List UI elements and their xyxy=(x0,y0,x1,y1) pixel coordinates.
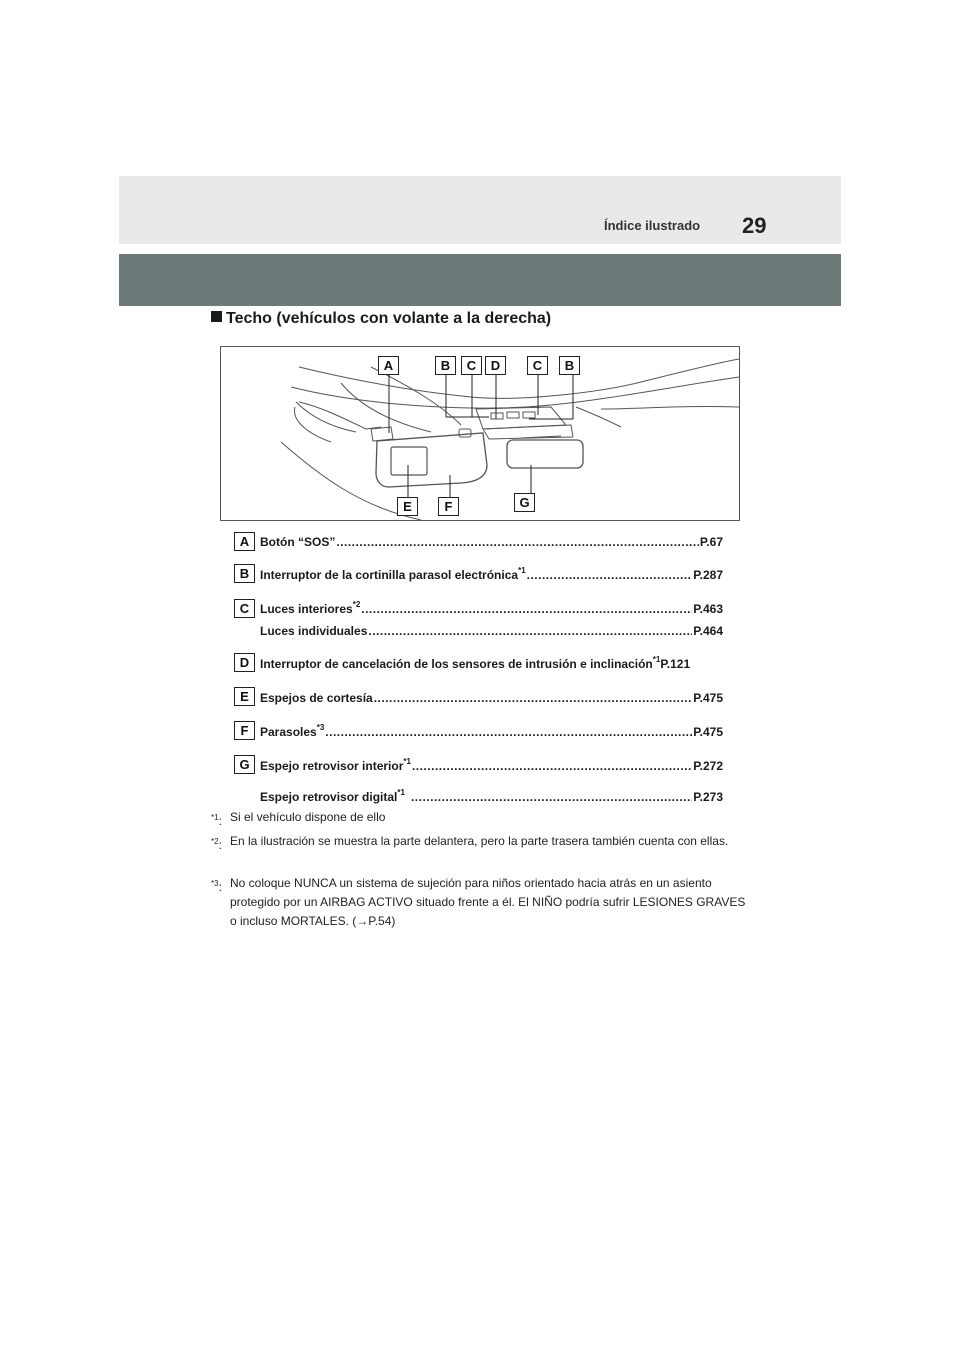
footnote-mark: *1 xyxy=(211,813,219,822)
legend-entry xyxy=(260,788,723,804)
footnote-text: Si el vehículo dispone de ello xyxy=(230,810,386,824)
callout-b: B xyxy=(435,356,456,375)
leader-dots xyxy=(325,725,692,739)
entry-label: Espejo retrovisor interior xyxy=(260,759,404,773)
square-bullet-icon xyxy=(211,311,222,322)
leader-dots xyxy=(374,691,692,705)
legend-key: B xyxy=(234,564,255,583)
callout-f: F xyxy=(438,497,459,516)
page-ref[interactable]: P.272 xyxy=(693,759,723,773)
header-dark-band xyxy=(119,254,841,306)
legend-entry xyxy=(260,723,723,739)
legend-entry xyxy=(260,689,723,705)
section-heading xyxy=(211,310,551,328)
footnote-mark: *2 xyxy=(211,837,219,846)
entry-label: Interruptor de cancelación de los sensores de intrusión e inclinación xyxy=(260,657,653,671)
entry-label: Botón “SOS” xyxy=(260,535,336,549)
footnote-ref: *2 xyxy=(352,600,361,609)
page-ref[interactable]: P.475 xyxy=(693,725,723,739)
legend-entry xyxy=(260,566,723,582)
legend-key: C xyxy=(234,599,255,618)
footnote-ref: *1 xyxy=(397,788,405,797)
footnote: $^{*1}$: Si el vehículo dispone de ello xyxy=(211,808,751,827)
leader-dots xyxy=(411,790,692,804)
page-ref[interactable]: P.464 xyxy=(693,624,723,638)
legend-key: D xyxy=(234,653,255,672)
legend-entry xyxy=(260,622,723,638)
footnote: $^{*3}$: No coloque NUNCA un sistema de sujeción para niños orientado hacia atrás en un asiento protegido por un AIRBAG ACTIVO situado frente a él. El NIÑO podría sufrir LESIONES GRAVES o incluso MORTALES. (→P.54) xyxy=(211,874,751,931)
legend-entry xyxy=(260,600,723,616)
callout-b: B xyxy=(559,356,580,375)
footnote-ref: *1 xyxy=(518,566,526,575)
callout-a: A xyxy=(378,356,399,375)
callout-e: E xyxy=(397,497,418,516)
leader-dots xyxy=(527,568,693,582)
footnote: $^{*2}$: En la ilustración se muestra la parte delantera, pero la parte trasera también cuenta con ellas. xyxy=(211,832,751,851)
callout-c: C xyxy=(461,356,482,375)
leader-dots xyxy=(361,602,692,616)
entry-label: Espejos de cortesía xyxy=(260,691,373,705)
page-ref[interactable]: P.273 xyxy=(693,790,723,804)
legend-key: E xyxy=(234,687,255,706)
footnote-ref: *1 xyxy=(652,655,661,664)
section-heading-text: Techo (vehículos con volante a la derecha) xyxy=(226,310,552,327)
legend-key: A xyxy=(234,532,255,551)
leader-dots xyxy=(368,624,692,638)
legend-key: G xyxy=(234,755,255,774)
leader-dots xyxy=(336,535,699,549)
page-ref[interactable]: P.287 xyxy=(693,568,723,582)
legend-entry xyxy=(260,757,723,773)
footnote-mark: *3 xyxy=(211,879,219,888)
footnote-ref: *3 xyxy=(316,723,325,732)
footnote-text: En la ilustración se muestra la parte delantera, pero la parte trasera también cuenta con ellas. xyxy=(230,834,729,848)
entry-label: Luces interiores xyxy=(260,602,353,616)
entry-label: Espejo retrovisor digital xyxy=(260,790,398,804)
footnote-ref: *1 xyxy=(403,757,411,766)
entry-label: Parasoles xyxy=(260,725,317,739)
legend-entry xyxy=(260,655,723,671)
page-number: 29 xyxy=(742,213,767,238)
page-ref[interactable]: P.121 xyxy=(660,657,691,671)
page-ref[interactable]: P.463 xyxy=(693,602,723,616)
legend-entry xyxy=(260,533,723,549)
footnote-text: No coloque NUNCA un sistema de sujeción para niños orientado hacia atrás en un asiento protegido por un AIRBAG ACTIVO situado frente a él. El NIÑO podría sufrir LESIONES GRAVES o incluso MORTALES. (→P.54) xyxy=(230,876,746,928)
header-band xyxy=(119,176,841,244)
entry-label: Interruptor de la cortinilla parasol electrónica xyxy=(260,568,519,582)
callout-d: D xyxy=(485,356,506,375)
legend-key: F xyxy=(234,721,255,740)
leader-dots xyxy=(412,759,692,773)
callout-g: G xyxy=(514,493,535,512)
callout-c: C xyxy=(527,356,548,375)
entry-label: Luces individuales xyxy=(260,624,368,638)
page-ref[interactable]: P.67 xyxy=(699,535,723,549)
section-title: Índice ilustrado xyxy=(604,218,701,233)
page-ref[interactable]: P.475 xyxy=(693,691,723,705)
